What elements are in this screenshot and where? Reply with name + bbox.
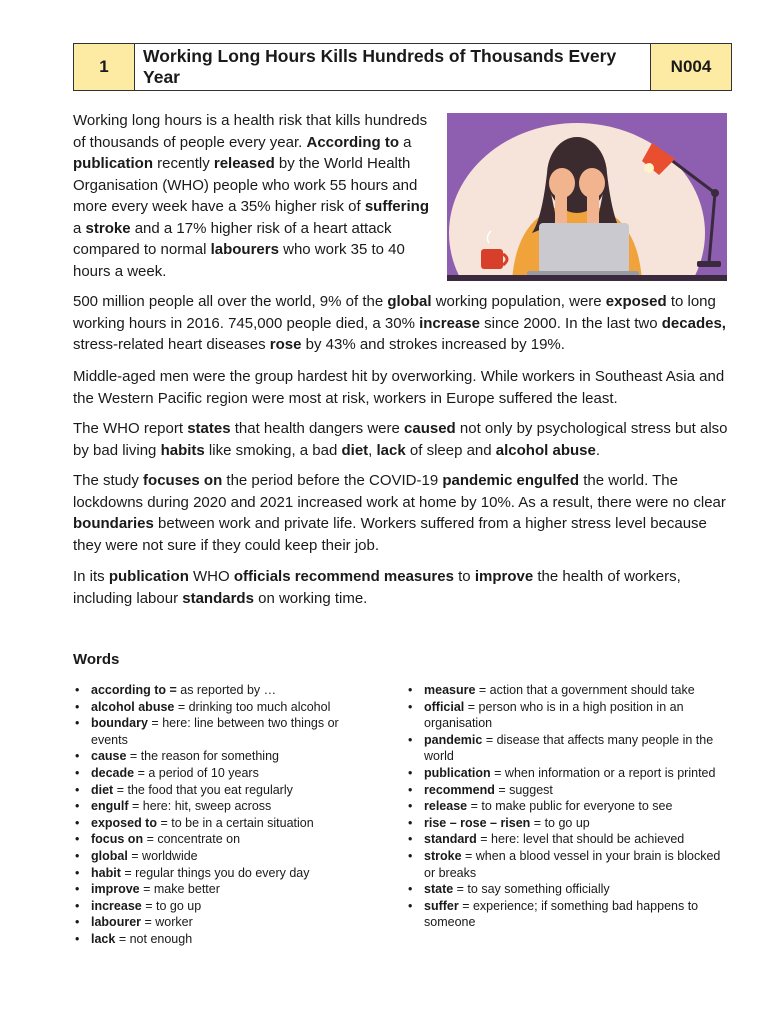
vocabulary-term: habit [91,865,121,880]
vocabulary-definition: = regular things you do every day [120,865,310,880]
paragraph-4 [73,418,733,461]
vocabulary-item [406,782,726,799]
vocabulary-item [406,798,726,815]
words-heading: Words [73,651,120,668]
text-run: by the World Health Organisation (WHO) people who work 55 hours and more every week have a 35% higher risk of [73,155,418,215]
keyword: increase [419,314,480,332]
vocabulary-item [406,898,726,931]
text-run: working population, were [431,293,606,310]
text-run: like smoking, a bad [204,441,342,459]
vocabulary-definition: = disease that affects many people in the world [424,732,714,764]
vocabulary-item [73,798,373,815]
keyword: exposed [605,293,667,310]
vocabulary-definition: = to be in a certain situation [157,815,314,830]
vocabulary-term: labourer [91,915,142,930]
vocabulary-item [73,931,373,948]
text-run: on working time. [253,589,368,607]
keyword: publication [73,155,153,172]
lesson-code: N004 [650,44,731,90]
text-run: , [368,441,377,459]
text-run: The WHO report [73,420,188,437]
text-run: a [399,133,412,151]
paragraph-2 [73,291,733,356]
keyword: According to [306,133,399,151]
vocabulary-definition: = to say something officially [453,882,610,897]
vocabulary-item [73,765,373,782]
vocabulary-definition: = worker [141,915,193,930]
vocabulary-term: pandemic [424,732,483,747]
keyword: officials recommend measures [233,568,454,585]
vocabulary-item [73,898,373,915]
text-run: to [453,568,475,585]
keyword: improve [474,568,534,585]
text-run: since 2000. In the last two [479,314,662,332]
vocabulary-definition: = make better [139,882,220,897]
vocabulary-term: exposed to [91,815,157,830]
vocabulary-item [406,699,726,732]
vocabulary-item [73,815,373,832]
vocabulary-definition: = worldwide [127,848,198,863]
vocabulary-term: lack [91,931,116,946]
text-run: The study [73,472,144,489]
paragraph-6 [73,566,733,609]
text-run: Working long hours is a health risk that kills hundreds of thousands of people every year. [73,112,428,151]
keyword: standards [182,589,254,607]
keyword: focuses on [143,472,223,489]
text-run: to long working hours in 2016. 745,000 people died, a 30% [73,293,716,332]
vocabulary-definition: = experience; if something bad happens to someone [424,898,699,930]
vocabulary-term: state [424,882,454,897]
vocabulary-term: cause [91,749,127,764]
text-run: 500 million people all over the world, 9% of the [73,293,388,310]
vocabulary-definition: = drinking too much alcohol [174,699,331,714]
vocabulary-definition: = to go up [530,815,590,830]
text-run: the period before the COVID-19 [222,472,443,489]
text-run: between work and private life. Workers suffered from a higher stress level because they were not sure if they could keep their job. [73,515,707,554]
vocabulary-term: according to = [91,683,177,697]
vocabulary-definition: as reported by … [176,683,277,697]
keyword: decades, [661,314,726,332]
vocabulary-term: increase [91,898,142,913]
vocabulary-item [406,765,726,782]
text-run: In its [73,568,109,585]
text-run: of sleep and [405,441,496,459]
text-run: not only by psychological stress but also by bad living [73,420,728,459]
vocabulary-term: stroke [424,848,462,863]
keyword: caused [404,420,456,437]
text-run: WHO [188,568,234,585]
text-run: Middle-aged men were the group hardest hit by overworking. While workers in Southeast Asia and the Western Pacific region were most at risk, workers in Europe suffered the least. [73,368,725,407]
vocabulary-item [406,815,726,832]
vocabulary-definition: = to make public for everyone to see [467,799,673,814]
article-title: Working Long Hours Kills Hundreds of Thousands Every Year [143,46,617,87]
keyword: pandemic engulfed [442,472,580,489]
text-run: by 43% and strokes increased by 19%. [301,336,565,353]
vocabulary-term: recommend [424,782,495,797]
vocabulary-definition: = the food that you eat regularly [113,782,293,797]
vocabulary-item [406,831,726,848]
vocabulary-term: alcohol abuse [91,699,175,714]
keyword: rose [269,336,302,353]
paragraph-1 [73,110,433,282]
vocabulary-definition: = to go up [141,898,202,913]
keyword: habits [160,441,205,459]
text-run: the world. The lockdowns during 2020 and 2021 increased work at home by 10%. As a result, there were no clear [73,472,726,511]
keyword: publication [108,568,189,585]
vocabulary-term: focus on [91,832,144,847]
vocabulary-definition: = suggest [494,782,553,797]
vocabulary-definition: = when a blood vessel in your brain is blocked or breaks [424,848,721,880]
vocabulary-item [73,865,373,882]
keyword: alcohol abuse [495,441,596,459]
text-run: stress-related heart diseases [73,336,270,353]
keyword: labourers [210,241,279,258]
keyword: suffering [364,198,429,215]
vocabulary-term: rise – rose – risen [424,815,531,830]
vocabulary-item [406,881,726,898]
text-run: a [73,219,86,237]
vocabulary-item [73,848,373,865]
text-run: . [595,441,600,459]
vocabulary-list-left [73,682,373,948]
text-run: and a 17% higher risk of a heart attack compared to normal [73,219,392,258]
vocabulary-term: global [91,848,128,863]
vocabulary-list-right [406,682,726,931]
vocabulary-item [406,732,726,765]
vocabulary-term: measure [424,683,476,697]
vocabulary-definition: = here: line between two things or events [91,716,339,747]
vocabulary-definition: = the reason for something [126,749,279,764]
vocabulary-definition: = when information or a report is printed [490,765,716,780]
vocabulary-term: official [424,699,465,714]
keyword: stroke [85,219,131,237]
vocabulary-item [73,914,373,931]
keyword: lack [376,441,406,459]
text-run: the health of workers, including labour [73,568,681,607]
paragraph-5 [73,470,733,556]
vocabulary-definition: = not enough [115,931,193,946]
lesson-number: 1 [74,44,135,90]
vocabulary-item [73,699,373,716]
vocabulary-item [73,682,373,699]
vocabulary-term: decade [91,765,135,780]
vocabulary-definition: = here: hit, sweep across [128,799,272,814]
keyword: global [387,293,432,310]
keyword: boundaries [73,515,154,532]
vocabulary-item [73,748,373,765]
vocabulary-definition: = action that a government should take [475,683,695,697]
vocabulary-definition: = person who is in a high position in an organisation [424,699,684,731]
keyword: states [187,420,231,437]
vocabulary-term: engulf [91,799,129,814]
keyword: released [213,155,275,172]
text-run: that health dangers were [230,420,405,437]
vocabulary-term: boundary [91,716,148,731]
keyword: diet [341,441,369,459]
vocabulary-term: improve [91,882,140,897]
vocabulary-item [73,831,373,848]
vocabulary-item [73,881,373,898]
vocabulary-term: release [424,799,468,814]
vocabulary-definition: = concentrate on [143,832,241,847]
vocabulary-definition: = here: level that should be achieved [476,832,685,847]
vocabulary-term: publication [424,765,491,780]
vocabulary-item [73,782,373,799]
overworked-woman-illustration [447,113,727,281]
vocabulary-item [406,848,726,881]
vocabulary-item [73,715,373,748]
vocabulary-term: standard [424,832,477,847]
vocabulary-item [406,682,726,699]
vocabulary-term: diet [91,782,114,797]
text-run: recently [153,155,214,172]
text-run: who work 35 to 40 hours a week. [73,241,405,280]
vocabulary-definition: = a period of 10 years [134,765,259,780]
paragraph-3 [73,366,733,409]
vocabulary-term: suffer [424,898,459,913]
title-bar [73,43,732,91]
